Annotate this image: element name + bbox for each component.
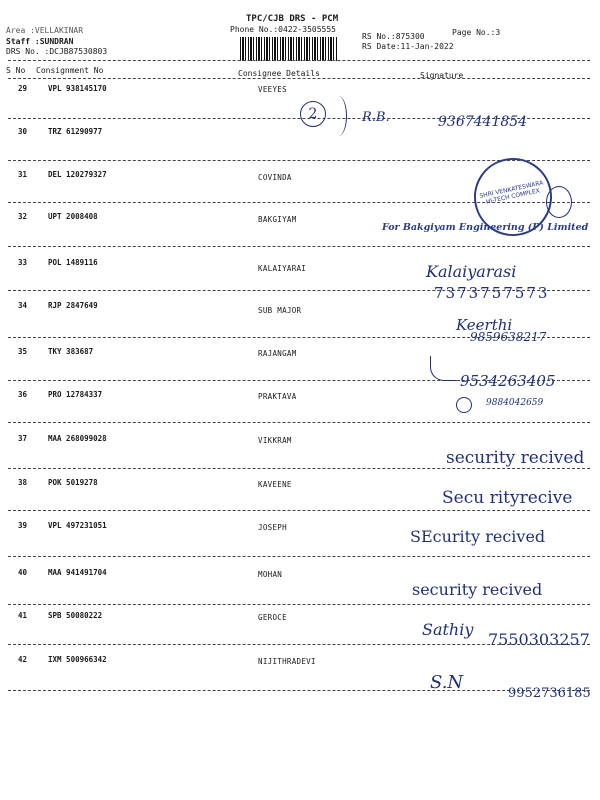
row-39-sno: 39 xyxy=(18,521,28,530)
row-40-sno: 40 xyxy=(18,568,28,577)
row-40-consignment: MAA 941491704 xyxy=(48,568,107,577)
staff-label: Staff :SUNDRAN xyxy=(6,37,74,46)
row-divider xyxy=(8,690,590,691)
row-41-phone: 7550303257 xyxy=(488,630,590,649)
row-42-sno: 42 xyxy=(18,655,28,664)
row-40-signature: security recived xyxy=(412,580,543,599)
company-seal-text: SHRI VENKATESWARA HI-TECH COMPLEX xyxy=(478,179,544,206)
row-divider xyxy=(8,510,590,511)
drs-number: DRS No. :DCJB87530803 xyxy=(6,47,108,56)
row-29-circled-number: 2 xyxy=(300,101,326,127)
row-35-signature-mark xyxy=(430,356,457,381)
row-divider xyxy=(8,246,590,247)
row-divider xyxy=(8,422,590,423)
row-29-sno: 29 xyxy=(18,84,28,93)
row-31-sno: 31 xyxy=(18,170,28,179)
page-number: Page No.:3 xyxy=(452,28,501,37)
col-header-consignment: Consignment No xyxy=(36,66,104,75)
col-header-sno: S No xyxy=(6,66,26,75)
row-32-consignee: BAKGIYAM xyxy=(258,215,297,224)
drs-title: TPC/CJB DRS - PCM xyxy=(246,14,339,24)
row-29-consignment: VPL 938145170 xyxy=(48,84,107,93)
row-37-sno: 37 xyxy=(18,434,28,443)
row-42-signature: S.N xyxy=(430,672,464,693)
company-stamp-text: For Bakgiyam Engineering (P) Limited xyxy=(382,222,589,233)
row-29-consignee: VEEYES xyxy=(258,85,287,94)
row-30-sno: 30 xyxy=(18,127,28,136)
row-41-signature: Sathiy xyxy=(422,620,474,639)
row-36-consignee: PRAKTAVA xyxy=(258,392,297,401)
area-label: Area :VELLAKINAR xyxy=(6,26,84,35)
row-34-signature: Keerthi xyxy=(456,316,513,334)
row-42-phone: 9952736185 xyxy=(508,686,591,701)
row-35-phone: 9534263405 xyxy=(460,372,556,390)
row-33-signature: Kalaiyarasi xyxy=(426,262,517,281)
row-35-consignment: TKY 383687 xyxy=(48,347,94,356)
row-35-sno: 35 xyxy=(18,347,28,356)
row-34-phone: 9859638217 xyxy=(470,330,547,344)
row-34-consignment: RJP 2847649 xyxy=(48,301,98,310)
row-29-bracket-mark xyxy=(330,96,347,136)
row-33-consignee: KALAIYARAI xyxy=(258,264,307,273)
row-40-consignee: MOHAN xyxy=(258,570,283,579)
row-36-sno: 36 xyxy=(18,390,28,399)
row-31-consignment: DEL 120279327 xyxy=(48,170,107,179)
row-39-consignee: JOSEPH xyxy=(258,523,287,532)
row-41-sno: 41 xyxy=(18,611,28,620)
header-divider-top xyxy=(8,60,590,61)
header-divider-bottom xyxy=(8,78,590,79)
row-divider xyxy=(8,556,590,557)
row-39-consignment: VPL 497231051 xyxy=(48,521,107,530)
phone-number: Phone No.:0422-3505555 xyxy=(230,25,336,34)
row-33-sno: 33 xyxy=(18,258,28,267)
row-36-phone: 9884042659 xyxy=(486,398,544,408)
row-38-sno: 38 xyxy=(18,478,28,487)
rs-number: RS No.:875300 xyxy=(362,32,425,41)
row-30-consignment: TRZ 61290977 xyxy=(48,127,103,136)
row-32-signature-loop xyxy=(546,186,572,218)
row-38-consignee: KAVEENE xyxy=(258,480,292,489)
row-37-signature: security recived xyxy=(446,448,585,468)
rs-date: RS Date:11-Jan-2022 xyxy=(362,42,454,51)
row-29-signature: R.B. xyxy=(362,110,390,125)
row-39-signature: SEcurity recived xyxy=(410,527,546,546)
row-33-phone: 7373757573 xyxy=(434,284,550,302)
row-41-consignment: SPB 50080222 xyxy=(48,611,103,620)
row-32-consignment: UPT 2008408 xyxy=(48,212,98,221)
row-38-signature: Secu rityrecive xyxy=(442,488,573,508)
row-42-consignee: NIJITHRADEVI xyxy=(258,657,316,666)
row-42-consignment: IXM 500966342 xyxy=(48,655,107,664)
row-37-consignee: VIKKRAM xyxy=(258,436,292,445)
row-35-consignee: RAJANGAM xyxy=(258,349,297,358)
row-34-sno: 34 xyxy=(18,301,28,310)
row-32-sno: 32 xyxy=(18,212,28,221)
row-36-signature-mark xyxy=(456,397,472,413)
row-37-consignment: MAA 268099028 xyxy=(48,434,107,443)
row-34-consignee: SUB MAJOR xyxy=(258,306,302,315)
row-41-consignee: GEROCE xyxy=(258,613,287,622)
row-31-consignee: COVINDA xyxy=(258,173,292,182)
row-divider xyxy=(8,604,590,605)
barcode-graphic xyxy=(240,37,338,61)
col-header-signature: Signature xyxy=(420,71,464,80)
row-38-consignment: POK 5019278 xyxy=(48,478,98,487)
row-divider xyxy=(8,468,590,469)
row-33-consignment: POL 1489116 xyxy=(48,258,98,267)
col-header-consignee: Consignee Details xyxy=(238,69,320,78)
row-29-phone: 9367441854 xyxy=(438,114,528,130)
row-36-consignment: PRO 12784337 xyxy=(48,390,103,399)
